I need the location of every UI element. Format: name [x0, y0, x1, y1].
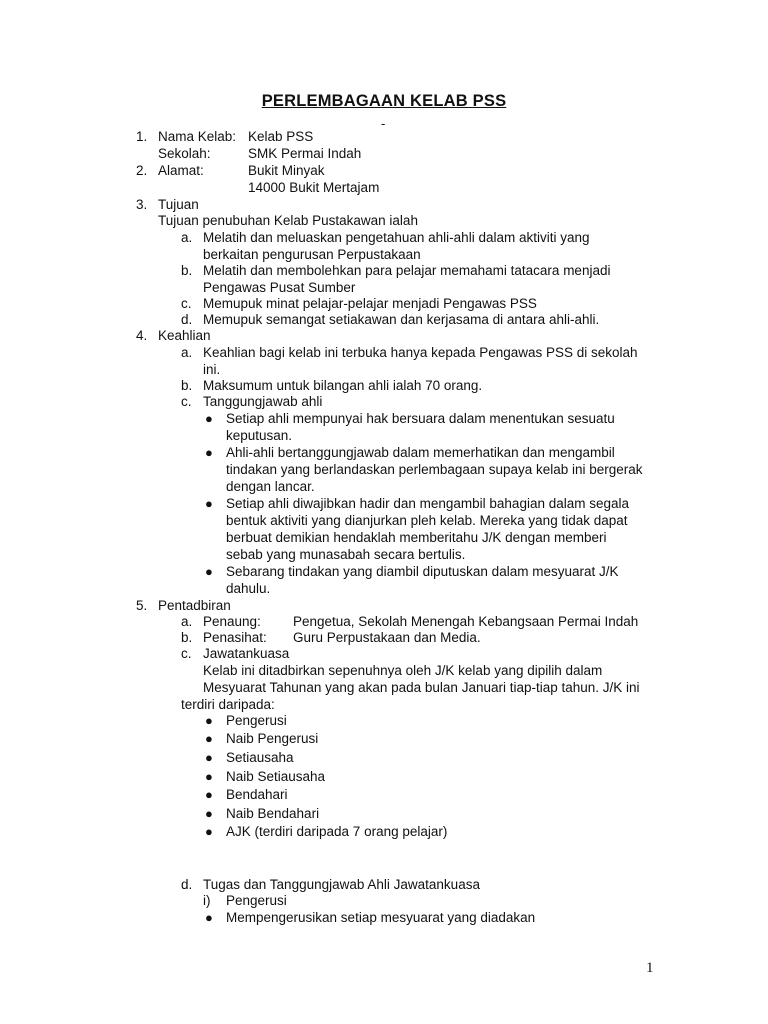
document-title: PERLEMBAGAAN KELAB PSS [261, 92, 507, 110]
jawatan-item: Naib Setiausaha [226, 769, 326, 784]
sekolah-value: SMK Permai Indah [248, 146, 362, 161]
tujuan-item-letter: c. [181, 296, 192, 311]
alamat-line-1: Bukit Minyak [248, 163, 325, 178]
section-3-number: 3. [136, 197, 148, 212]
keahlian-item-text: Maksumum untuk bilangan ahli ialah 70 orang. [203, 378, 483, 393]
bullet-text: dengan lancar. [226, 479, 315, 494]
bullet-text: bentuk aktiviti yang dianjurkan pleh kelab. Mereka yang tidak dapat [226, 513, 628, 528]
section-2-number: 2. [136, 163, 148, 178]
nama-kelab-label: Nama Kelab: [158, 129, 237, 144]
tujuan-item-text: berkaitan pengurusan Perpustakaan [203, 247, 421, 262]
tugas-heading: Tugas dan Tanggungjawab Ahli Jawatankuasa [203, 877, 480, 892]
tujuan-item-letter: d. [181, 312, 193, 327]
section-5-heading: Pentadbiran [158, 598, 231, 613]
tugas-bullet-text: Mempengerusikan setiap mesyuarat yang diadakan [226, 910, 536, 925]
jawatan-item: Naib Bendahari [226, 806, 320, 821]
bullet-dot: ● [205, 496, 213, 511]
tanggungjawab-heading: Tanggungjawab ahli [203, 394, 323, 409]
tujuan-item-text: Memupuk minat pelajar-pelajar menjadi Pengawas PSS [203, 296, 537, 311]
bullet-text: Setiap ahli diwajibkan hadir dan mengambil bahagian dalam segala [226, 496, 630, 511]
penaung-label: Penaung: [203, 614, 261, 629]
jawatankuasa-paragraph: Kelab ini ditadbirkan sepenuhnya oleh J/K kelab yang dipilih dalam [203, 663, 603, 678]
bullet-dot: ● [205, 713, 213, 728]
jawatan-item: Bendahari [226, 787, 288, 802]
page-number: 1 [646, 960, 654, 976]
pentadbiran-item-letter: b. [181, 630, 193, 645]
bullet-dot: ● [205, 806, 213, 821]
bullet-dot: ● [205, 411, 213, 426]
section-4-number: 4. [136, 328, 148, 343]
keahlian-item-letter: a. [181, 345, 193, 360]
alamat-line-2: 14000 Bukit Mertajam [248, 180, 380, 195]
keahlian-item-text: ini. [203, 362, 221, 377]
bullet-dot: ● [205, 564, 213, 579]
nama-kelab-value: Kelab PSS [248, 129, 314, 144]
jawatan-item: AJK (terdiri daripada 7 orang pelajar) [226, 824, 448, 839]
pentadbiran-item-letter: d. [181, 877, 193, 892]
tugas-sub-number: i) [203, 893, 211, 908]
bullet-dot: ● [205, 787, 213, 802]
jawatan-item: Pengerusi [226, 713, 287, 728]
jawatankuasa-paragraph: terdiri daripada: [181, 697, 275, 712]
bullet-dot: ● [205, 750, 213, 765]
bullet-dot: ● [205, 824, 213, 839]
sekolah-label: Sekolah: [158, 146, 211, 161]
bullet-dot: ● [205, 445, 213, 460]
alamat-label: Alamat: [158, 163, 204, 178]
bullet-text: Sebarang tindakan yang diambil diputuskan dalam mesyuarat J/K [226, 564, 619, 579]
section-3-heading: Tujuan [158, 197, 199, 212]
jawatankuasa-heading: Jawatankuasa [203, 646, 290, 661]
tujuan-item-text: Melatih dan membolehkan para pelajar memahami tatacara menjadi [203, 263, 611, 278]
tujuan-item-text: Pengawas Pusat Sumber [203, 280, 356, 295]
tujuan-item-letter: a. [181, 230, 193, 245]
bullet-text: sebab yang munasabah secara bertulis. [226, 547, 466, 562]
jawatankuasa-paragraph: Mesyuarat Tahunan yang akan pada bulan Januari tiap-tiap tahun. J/K ini [203, 680, 640, 695]
bullet-text: berbuat demikian hendaklah memberitahu J/K dengan memberi [226, 530, 607, 545]
tujuan-intro: Tujuan penubuhan Kelab Pustakawan ialah [158, 213, 418, 228]
bullet-text: keputusan. [226, 428, 293, 443]
keahlian-item-letter: b. [181, 378, 193, 393]
pentadbiran-item-letter: a. [181, 614, 193, 629]
keahlian-item-text: Keahlian bagi kelab ini terbuka hanya kepada Pengawas PSS di sekolah [203, 345, 638, 360]
bullet-text: tindakan yang berlandaskan perlembagaan supaya kelab ini bergerak [226, 462, 643, 477]
jawatan-item: Naib Pengerusi [226, 731, 319, 746]
bullet-text: Ahli-ahli bertanggungjawab dalam memerhatikan dan mengambil [226, 445, 615, 460]
title-dash: - [381, 116, 386, 131]
tujuan-item-text: Melatih dan meluaskan pengetahuan ahli-ahli dalam aktiviti yang [203, 230, 590, 245]
tugas-sub-heading: Pengerusi [226, 893, 287, 908]
pentadbiran-item-letter: c. [181, 646, 192, 661]
penasihat-label: Penasihat: [203, 630, 267, 645]
bullet-text: Setiap ahli mempunyai hak bersuara dalam menentukan sesuatu [226, 411, 615, 426]
penaung-value: Pengetua, Sekolah Menengah Kebangsaan Permai Indah [293, 614, 639, 629]
bullet-text: dahulu. [226, 581, 271, 596]
jawatan-item: Setiausaha [226, 750, 294, 765]
section-4-heading: Keahlian [158, 328, 211, 343]
tujuan-item-letter: b. [181, 263, 193, 278]
bullet-dot: ● [205, 731, 213, 746]
penasihat-value: Guru Perpustakaan dan Media. [293, 630, 481, 645]
tujuan-item-text: Memupuk semangat setiakawan dan kerjasama di antara ahli-ahli. [203, 312, 600, 327]
bullet-dot: ● [205, 769, 213, 784]
bullet-dot: ● [205, 910, 213, 925]
section-5-number: 5. [136, 598, 148, 613]
keahlian-item-letter: c. [181, 394, 192, 409]
section-1-number: 1. [136, 129, 148, 144]
